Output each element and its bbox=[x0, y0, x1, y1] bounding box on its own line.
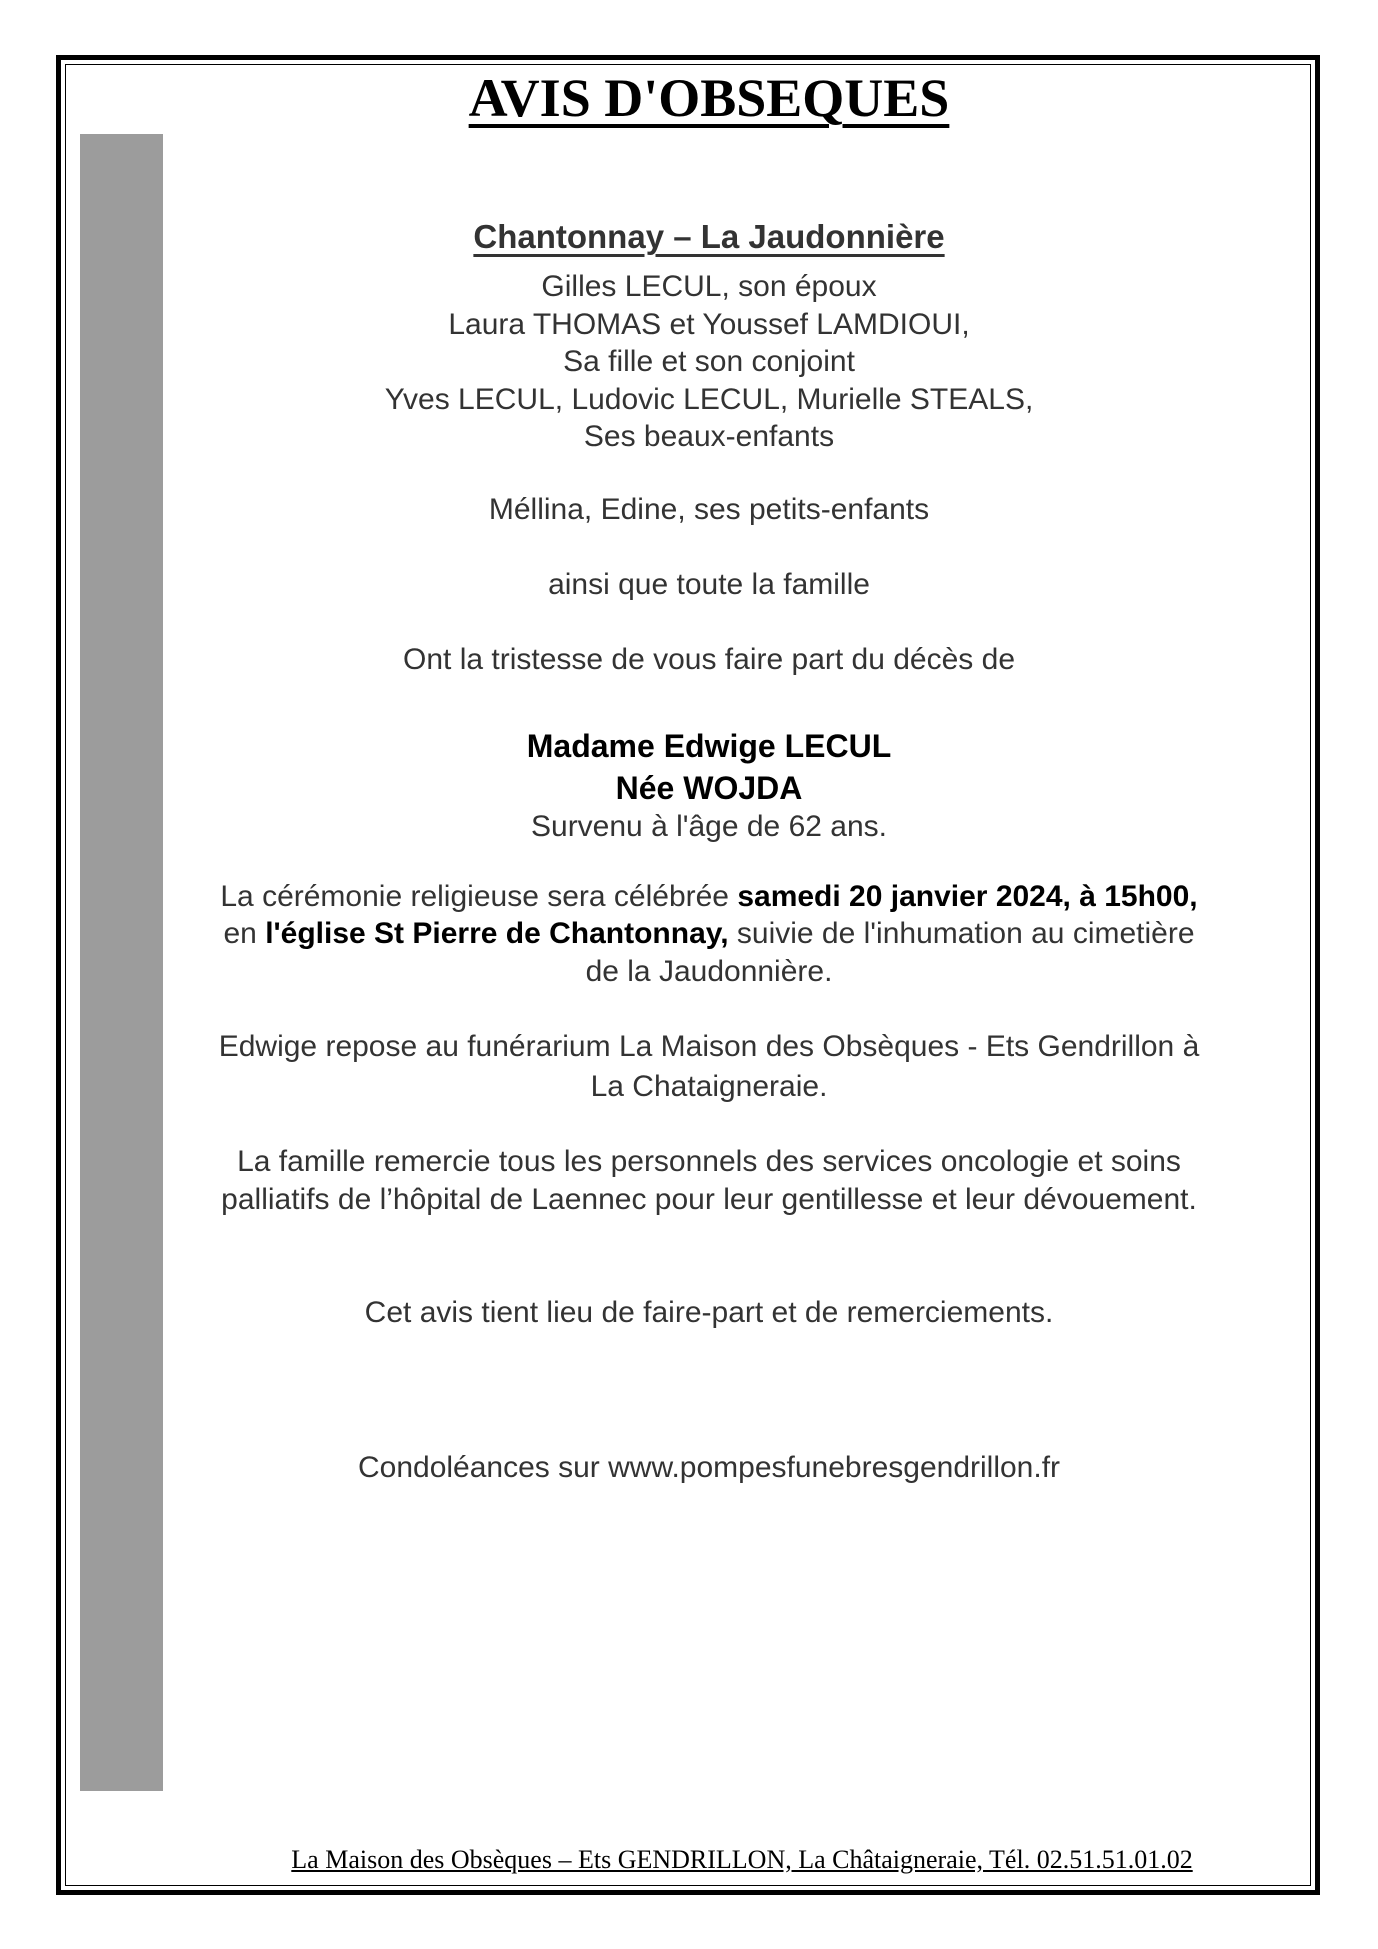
deceased-maiden-name: Née WOJDA bbox=[615, 770, 803, 806]
ceremony-place: l'église St Pierre de Chantonnay, bbox=[265, 917, 729, 950]
ceremony-date: samedi 20 janvier 2024, à 15h00, bbox=[737, 880, 1198, 913]
family-line: Yves LECUL, Ludovic LECUL, Murielle STEALS, bbox=[384, 383, 1034, 416]
location-heading: Chantonnay – La Jaudonnière bbox=[473, 218, 945, 255]
ceremony-line: de la Jaudonnière. bbox=[585, 955, 833, 988]
whole-family: ainsi que toute la famille bbox=[548, 568, 870, 601]
ceremony-line bbox=[100, 915, 1318, 953]
ceremony-line bbox=[100, 878, 1318, 916]
rest-line: La Chataigneraie. bbox=[590, 1070, 828, 1103]
family-line: Sa fille et son conjoint bbox=[563, 345, 855, 378]
notice-body bbox=[100, 0, 1318, 1900]
family-line: Méllina, Edine, ses petits-enfants bbox=[488, 493, 930, 526]
ceremony-text: La cérémonie religieuse sera célébrée bbox=[220, 880, 738, 913]
condolences-link[interactable]: Condoléances sur www.pompesfunebresgendrillon.fr bbox=[357, 1451, 1061, 1484]
announcement: Ont la tristesse de vous faire part du décès de bbox=[403, 643, 1015, 676]
deceased-name: Madame Edwige LECUL bbox=[526, 728, 892, 764]
rest-line: Edwige repose au funérarium La Maison des Obsèques - Ets Gendrillon à bbox=[218, 1030, 1200, 1063]
family-line: Ses beaux-enfants bbox=[583, 420, 835, 453]
ceremony-text: en bbox=[223, 917, 266, 950]
notice-line: Cet avis tient lieu de faire-part et de remerciements. bbox=[364, 1296, 1054, 1329]
ceremony-text: suivie de l'inhumation au cimetière bbox=[728, 917, 1195, 950]
thanks-line: palliatifs de l’hôpital de Laennec pour leur gentillesse et leur dévouement. bbox=[221, 1183, 1197, 1216]
family-line: Laura THOMAS et Youssef LAMDIOUI, bbox=[448, 308, 970, 341]
page-title: AVIS D'OBSEQUES bbox=[468, 68, 950, 128]
thanks-line: La famille remercie tous les personnels des services oncologie et soins bbox=[237, 1145, 1181, 1178]
footer-funeral-home: La Maison des Obsèques – Ets GENDRILLON, La Châtaigneraie, Tél. 02.51.51.01.02 bbox=[291, 1845, 1193, 1874]
family-line: Gilles LECUL, son époux bbox=[541, 270, 877, 303]
deceased-age: Survenu à l'âge de 62 ans. bbox=[531, 810, 887, 843]
